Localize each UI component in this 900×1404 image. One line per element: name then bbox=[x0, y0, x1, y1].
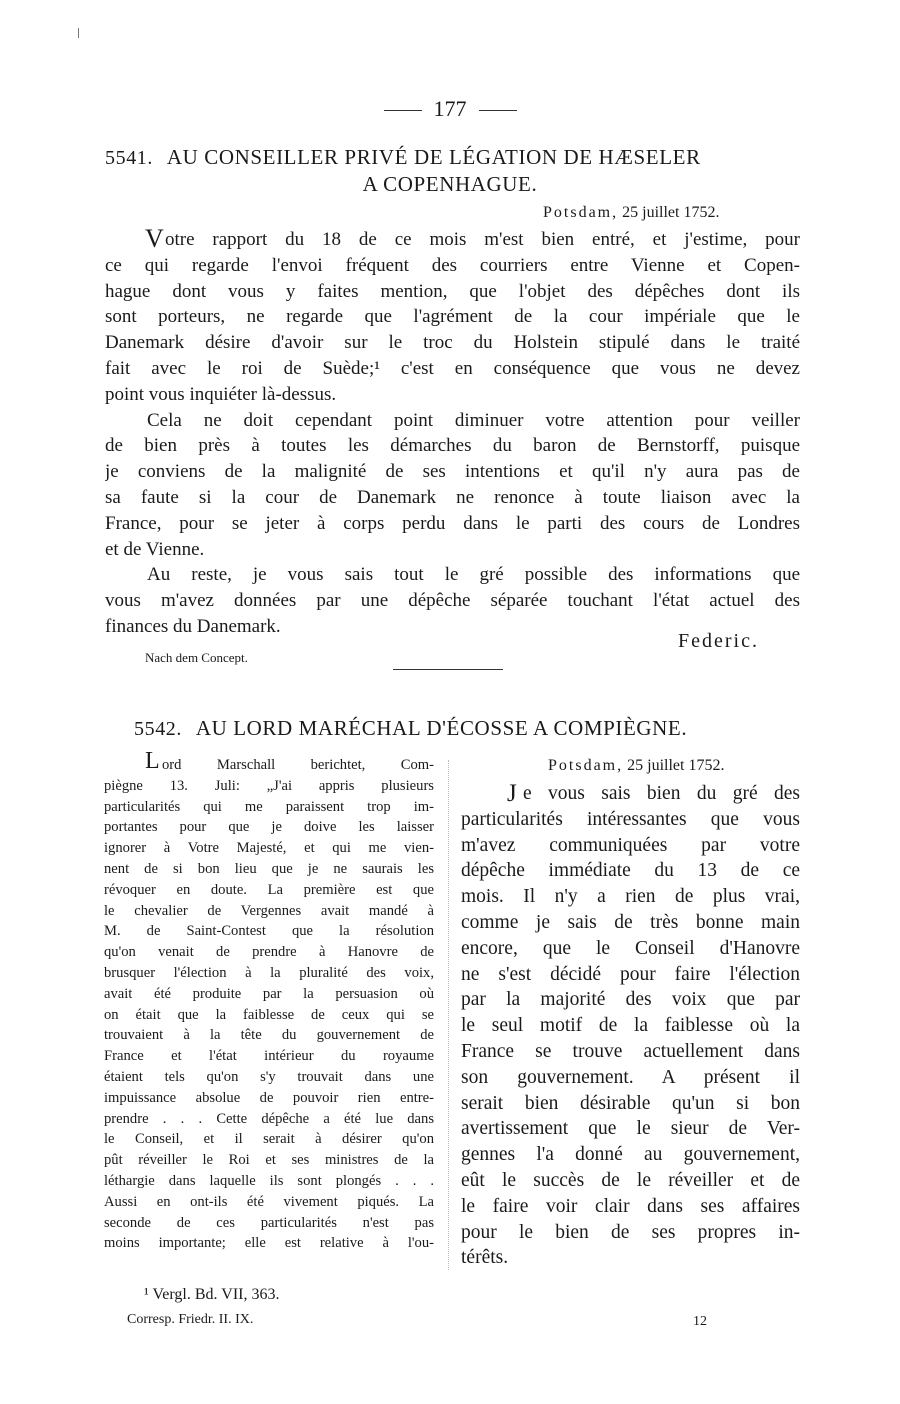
letter-5541-line: Cela ne doit cependant point diminuer votre attention pour veiller bbox=[147, 409, 800, 431]
report-summary-line: trouvaient à la tête du gouvernement de bbox=[104, 1027, 434, 1044]
letter-5541-line: hague dont vous y faites mention, que l'objet des dépêches dont ils bbox=[105, 280, 800, 302]
reply-line: son gouvernement. A présent il bbox=[461, 1066, 800, 1088]
drop-initial-l: L bbox=[145, 748, 160, 774]
report-summary-line: révoquer en doute. La première est que bbox=[104, 881, 434, 898]
letter-5541-line: de bien près à toutes les démarches du baron de Bernstorff, puisque bbox=[105, 435, 800, 457]
reply-line: encore, que le Conseil d'Hanovre bbox=[461, 937, 800, 959]
reply-line: France se trouve actuellement dans bbox=[461, 1041, 800, 1062]
running-footer: Corresp. Friedr. II. IX. bbox=[127, 1312, 254, 1327]
reply-line: avertissement que le sieur de Ver- bbox=[461, 1118, 800, 1140]
report-summary-line: prendre . . . Cette dépêche a été lue dans bbox=[104, 1110, 434, 1127]
letter-5541-title-line1: AU CONSEILLER PRIVÉ DE LÉGATION DE HÆSELER bbox=[166, 145, 701, 169]
letter-5541-line: Danemark désire d'avoir sur le troc du Holstein stipulé dans le traité bbox=[105, 332, 800, 354]
drop-initial-j: J bbox=[507, 780, 517, 807]
report-summary-line: nent de si bon lieu que je ne saurais les bbox=[104, 861, 434, 877]
report-summary-line: brusquer l'élection à la pluralité des voix, bbox=[104, 965, 434, 981]
report-summary-line: seconde de ces particularités n'est pas bbox=[104, 1214, 434, 1231]
reply-line: térêts. bbox=[461, 1247, 509, 1269]
letter-5541-line: sa faute si la cour de Danemark ne renonce à toute liaison avec la bbox=[105, 487, 800, 508]
report-summary-line: qu'on venait de prendre à Hanovre de bbox=[104, 944, 434, 961]
reply-line: comme je sais de très bonne main bbox=[461, 912, 800, 933]
letter-5541-line: finances du Danemark. bbox=[105, 616, 281, 637]
letter-5541-heading bbox=[105, 145, 800, 170]
reply-line: le faire voir clair dans ses affaires bbox=[461, 1195, 800, 1217]
reply-line: ne s'est décidé pour faire l'élection bbox=[461, 963, 800, 985]
page-number: 177 bbox=[0, 96, 900, 122]
source-note: Nach dem Concept. bbox=[145, 650, 248, 665]
reply-line: par la majorité des voix que par bbox=[461, 989, 800, 1011]
reply-line: eût le succès de le réveiller et de bbox=[461, 1170, 800, 1191]
report-summary-line: moins importante; elle est relative à l'ou- bbox=[104, 1235, 434, 1252]
report-summary-line: France et l'état intérieur du royaume bbox=[104, 1048, 434, 1065]
letter-5541-line: je conviens de la malignité de ses intentions et qu'il n'y aura pas de bbox=[105, 461, 800, 483]
letter-5541-line: fait avec le roi de Suède;¹ c'est en conséquence que vous ne devez bbox=[105, 358, 800, 379]
report-summary-line: impuissance absolue de pouvoir rien entre- bbox=[104, 1089, 434, 1106]
letter-5541-line: Au reste, je vous sais tout le gré possible des informations que bbox=[147, 564, 800, 586]
drop-initial-v: V bbox=[145, 224, 164, 253]
letter-5541-title-line2: A COPENHAGUE. bbox=[362, 172, 538, 196]
footnote: ¹ Vergl. Bd. VII, 363. bbox=[144, 1286, 280, 1303]
report-summary-line: ignorer à Votre Majesté, et qui me vien- bbox=[104, 840, 434, 857]
report-summary-line: étaient tels qu'on s'y trouvait dans une bbox=[104, 1069, 434, 1085]
reply-line: e vous sais bien du gré des bbox=[523, 783, 800, 804]
letter-5541-dateline: Potsdam, 25 juillet 1752. bbox=[543, 204, 720, 221]
reply-line: dépêche immédiate du 13 de ce bbox=[461, 860, 800, 882]
reply-line: le seul motif de la faiblesse où la bbox=[461, 1015, 800, 1037]
page-number-dash-left bbox=[384, 110, 422, 111]
report-summary-line: le chevalier de Vergennes avait mandé à bbox=[104, 902, 434, 919]
column-divider bbox=[448, 760, 449, 1270]
letter-5541-line: sont porteurs, ne regarde que l'agrément de la cour impériale que le bbox=[105, 306, 800, 328]
report-summary-line: piègne 13. Juli: „J'ai appris plusieurs bbox=[104, 777, 434, 794]
signature-mark: 12 bbox=[693, 1314, 707, 1329]
signature: Federic. bbox=[678, 630, 759, 652]
reply-line: pour le bien de ses propres in- bbox=[461, 1221, 800, 1243]
reply-line: mois. Il n'y a rien de plus vrai, bbox=[461, 886, 800, 908]
letter-5542-dateline: Potsdam, 25 juillet 1752. bbox=[548, 757, 725, 774]
letter-5541-line: otre rapport du 18 de ce mois m'est bien entré, et j'estime, pour bbox=[165, 229, 800, 250]
report-summary-line: Aussi en ont-ils été vivement piqués. La bbox=[104, 1193, 434, 1210]
letter-5541-line: vous m'avez données par une dépêche séparée touchant l'état actuel des bbox=[105, 590, 800, 612]
reply-line: serait bien désirable qu'un si bon bbox=[461, 1092, 800, 1114]
margin-mark bbox=[78, 28, 79, 38]
report-summary-line: on était que la faiblesse de ceux qui se bbox=[104, 1006, 434, 1023]
letter-5541-line: point vous inquiéter là-dessus. bbox=[105, 383, 337, 405]
letter-5541-line: ce qui regarde l'envoi fréquent des courriers entre Vienne et Copen- bbox=[105, 254, 800, 276]
report-summary-line: particularités qui me paraissent trop im- bbox=[104, 798, 434, 815]
letter-5542-heading bbox=[134, 716, 794, 741]
report-summary-line: ord Marschall berichtet, Com- bbox=[162, 757, 434, 773]
letter-5541-number: 5541. bbox=[105, 147, 153, 169]
report-summary-line: léthargie dans laquelle ils sont plongés . . . bbox=[104, 1173, 434, 1189]
letter-5541-line: France, pour se jeter à corps perdu dans le parti des cours de Londres bbox=[105, 512, 800, 534]
reply-line: particularités intéressantes que vous bbox=[461, 808, 800, 830]
section-divider bbox=[393, 669, 503, 670]
reply-line: m'avez communiquées par votre bbox=[461, 834, 800, 856]
report-summary-line: avait été produite par la persuasion où bbox=[104, 985, 434, 1002]
report-summary-line: pût réveiller le Roi et ses ministres de la bbox=[104, 1152, 434, 1169]
letter-5542-number: 5542. bbox=[134, 718, 182, 740]
report-summary-line: portantes pour que je doive les laisser bbox=[104, 819, 434, 836]
reply-line: gennes l'a donné au gouvernement, bbox=[461, 1144, 800, 1166]
letter-5542-title: AU LORD MARÉCHAL D'ÉCOSSE A COMPIÈGNE. bbox=[195, 716, 688, 740]
page-number-dash-right bbox=[479, 110, 517, 111]
report-summary-line: M. de Saint-Contest que la résolution bbox=[104, 923, 434, 940]
letter-5541-line: et de Vienne. bbox=[105, 538, 205, 560]
report-summary-line: le Conseil, et il serait à désirer qu'on bbox=[104, 1131, 434, 1148]
